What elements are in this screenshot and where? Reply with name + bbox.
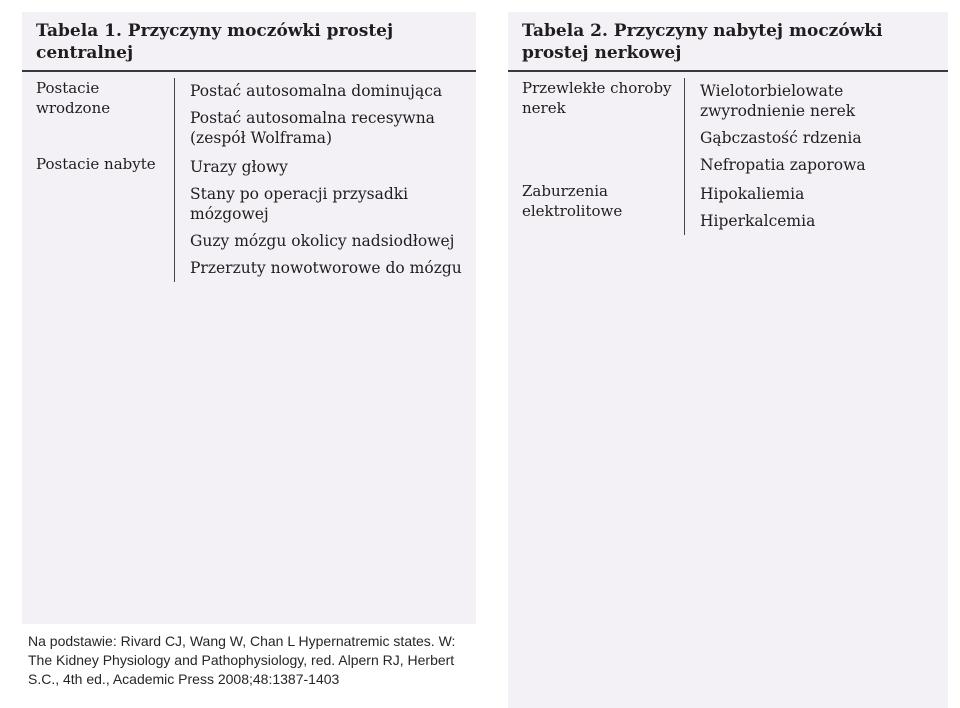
list-item: Hipokaliemia bbox=[700, 185, 805, 203]
list-item: Przerzuty nowotworowe do mózgu bbox=[190, 259, 462, 277]
table-row bbox=[522, 181, 934, 235]
list-item: Postać autosomalna dominująca bbox=[190, 82, 443, 100]
table-1-body bbox=[22, 72, 476, 282]
list-item: Wielotorbielowate zwyrodnienie nerek bbox=[700, 82, 856, 120]
list-item: Hiperkalcemia bbox=[700, 212, 816, 230]
table-row bbox=[36, 78, 462, 152]
table-2-panel bbox=[508, 12, 948, 708]
list-item: Gąbczastość rdzenia bbox=[700, 129, 862, 147]
category-label: Przewlekłe choroby nerek bbox=[522, 79, 672, 117]
table-2-divider bbox=[684, 78, 685, 235]
table-1-panel bbox=[22, 12, 476, 624]
list-item: Guzy mózgu okolicy nadsiodłowej bbox=[190, 232, 455, 250]
table-row bbox=[522, 78, 934, 179]
category-label: Postacie wrodzone bbox=[36, 79, 111, 117]
table-2-title: Tabela 2. Przyczyny nabytej moczówki prostej nerkowej bbox=[508, 12, 948, 72]
source-citation: Na podstawie: Rivard CJ, Wang W, Chan L Hypernatremic states. W: The Kidney Physiology and Pathophysiology, red. Alpern RJ, Herbert S.C., 4th ed., Academic Press 2008;48:1387-1403 bbox=[28, 633, 456, 687]
category-label: Zaburzenia elektrolitowe bbox=[522, 182, 623, 220]
list-item: Nefropatia zaporowa bbox=[700, 156, 866, 174]
table-1-title: Tabela 1. Przyczyny moczówki prostej centralnej bbox=[22, 12, 476, 72]
list-item: Urazy głowy bbox=[190, 158, 288, 176]
list-item: Stany po operacji przysadki mózgowej bbox=[190, 185, 409, 223]
list-item: Postać autosomalna recesywna (zespół Wolframa) bbox=[190, 109, 435, 147]
table-2-body bbox=[508, 72, 948, 235]
table-1-divider bbox=[174, 78, 175, 282]
category-label: Postacie nabyte bbox=[36, 155, 156, 173]
table-row bbox=[36, 154, 462, 282]
